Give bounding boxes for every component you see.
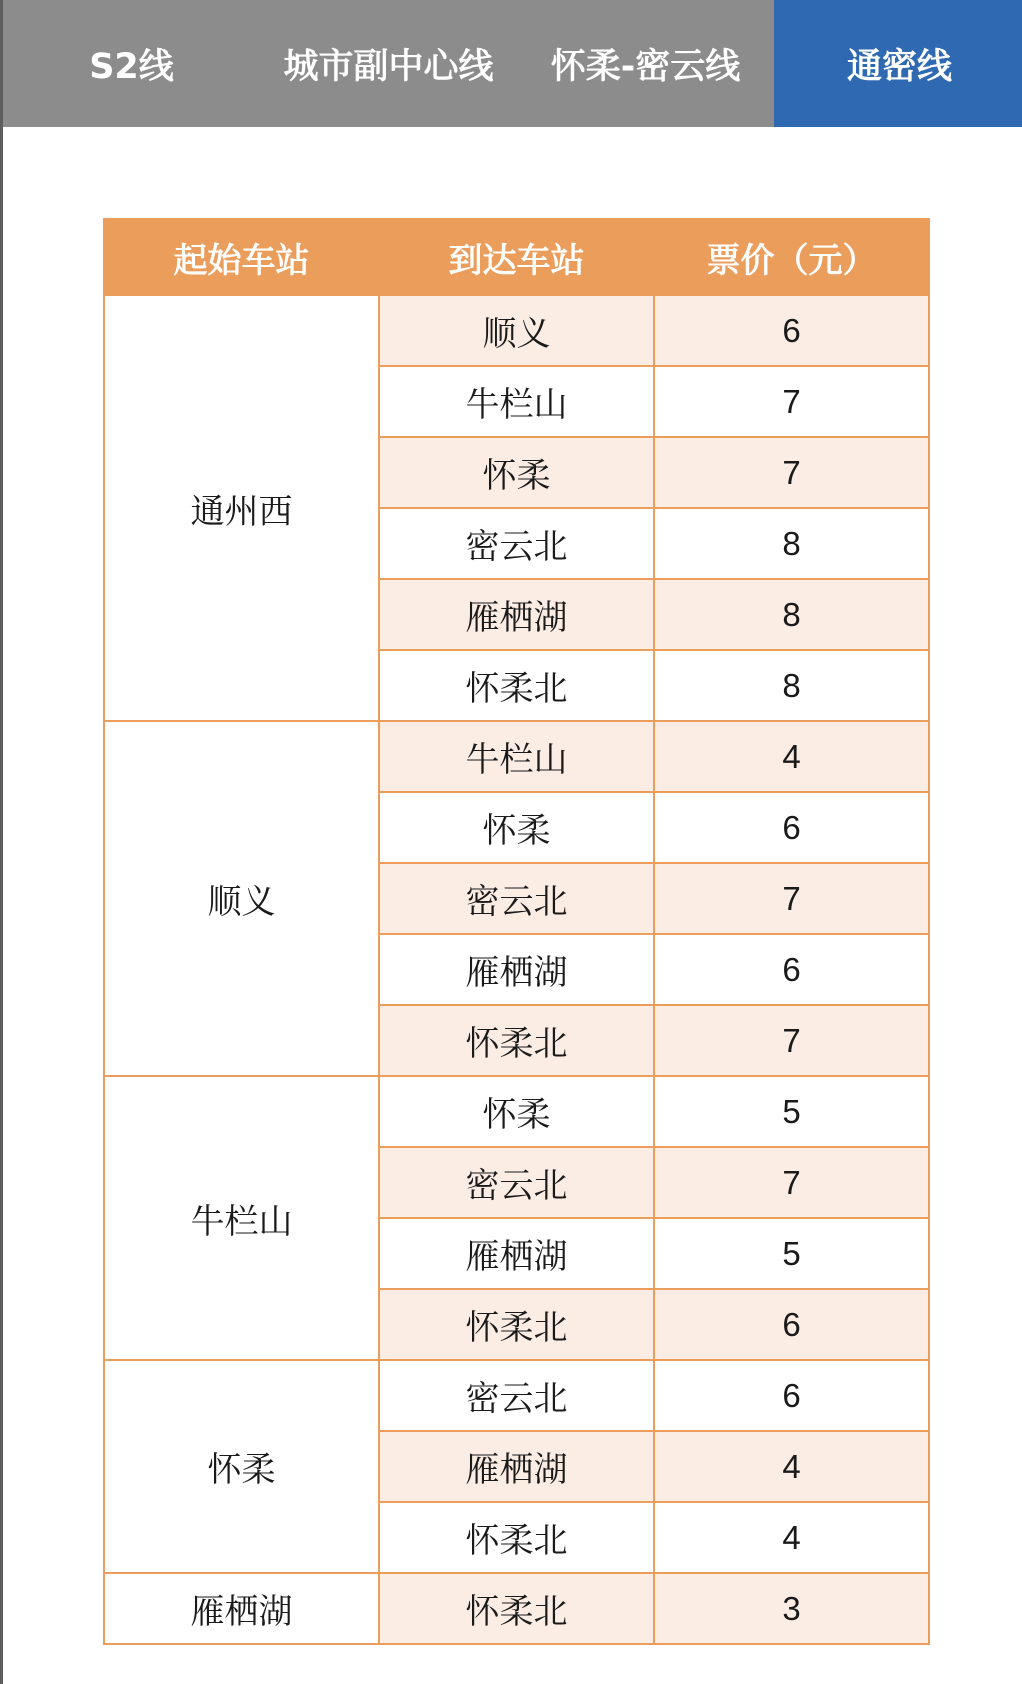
tab-s2-line[interactable]: S2线 <box>89 46 174 87</box>
destination-station-cell: 怀柔 <box>379 792 654 863</box>
destination-station-cell: 雁栖湖 <box>379 934 654 1005</box>
fare-price-cell: 7 <box>654 366 929 437</box>
fare-price-cell: 6 <box>654 1360 929 1431</box>
destination-station-cell: 密云北 <box>379 1360 654 1431</box>
fare-price-cell: 4 <box>654 721 929 792</box>
fare-price-cell: 7 <box>654 437 929 508</box>
fare-table-header <box>104 219 929 295</box>
destination-station-cell: 怀柔北 <box>379 650 654 721</box>
destination-station-cell: 牛栏山 <box>379 721 654 792</box>
header-price: 票价（元） <box>654 219 929 295</box>
fare-price-cell: 5 <box>654 1076 929 1147</box>
fare-price-cell: 8 <box>654 650 929 721</box>
fare-price-cell: 4 <box>654 1502 929 1573</box>
destination-station-cell: 雁栖湖 <box>379 1431 654 1502</box>
table-row <box>104 721 929 792</box>
tab-tongmi-line[interactable]: 通密线 <box>774 0 1022 127</box>
destination-station-cell: 密云北 <box>379 508 654 579</box>
fare-price-cell: 3 <box>654 1573 929 1644</box>
fare-price-cell: 7 <box>654 1147 929 1218</box>
destination-station-cell: 怀柔北 <box>379 1502 654 1573</box>
fare-price-cell: 7 <box>654 1005 929 1076</box>
destination-station-cell: 密云北 <box>379 1147 654 1218</box>
origin-station-cell: 牛栏山 <box>104 1076 379 1360</box>
fare-price-cell: 7 <box>654 863 929 934</box>
fare-price-cell: 5 <box>654 1218 929 1289</box>
destination-station-cell: 怀柔北 <box>379 1005 654 1076</box>
destination-station-cell: 雁栖湖 <box>379 1218 654 1289</box>
fare-table <box>103 218 930 1645</box>
fare-price-cell: 6 <box>654 1289 929 1360</box>
destination-station-cell: 雁栖湖 <box>379 579 654 650</box>
origin-station-cell: 顺义 <box>104 721 379 1076</box>
destination-station-cell: 怀柔 <box>379 1076 654 1147</box>
line-tab-bar <box>3 0 1022 127</box>
header-origin: 起始车站 <box>104 219 379 295</box>
table-row <box>104 1076 929 1147</box>
destination-station-cell: 牛栏山 <box>379 366 654 437</box>
tab-huairou-miyun-line[interactable]: 怀柔-密云线 <box>550 46 741 87</box>
origin-station-cell: 通州西 <box>104 295 379 721</box>
tab-city-subcenter-line[interactable]: 城市副中心线 <box>283 46 494 87</box>
destination-station-cell: 怀柔 <box>379 437 654 508</box>
destination-station-cell: 怀柔北 <box>379 1573 654 1644</box>
fare-price-cell: 8 <box>654 508 929 579</box>
table-row <box>104 1360 929 1431</box>
fare-price-cell: 4 <box>654 1431 929 1502</box>
destination-station-cell: 怀柔北 <box>379 1289 654 1360</box>
table-row <box>104 1573 929 1644</box>
table-row <box>104 295 929 366</box>
fare-price-cell: 6 <box>654 792 929 863</box>
header-destination: 到达车站 <box>379 219 654 295</box>
fare-price-cell: 8 <box>654 579 929 650</box>
destination-station-cell: 顺义 <box>379 295 654 366</box>
fare-table-body <box>104 295 929 1644</box>
fare-price-cell: 6 <box>654 934 929 1005</box>
origin-station-cell: 雁栖湖 <box>104 1573 379 1644</box>
origin-station-cell: 怀柔 <box>104 1360 379 1573</box>
header-row <box>104 219 929 295</box>
fare-price-cell: 6 <box>654 295 929 366</box>
destination-station-cell: 密云北 <box>379 863 654 934</box>
